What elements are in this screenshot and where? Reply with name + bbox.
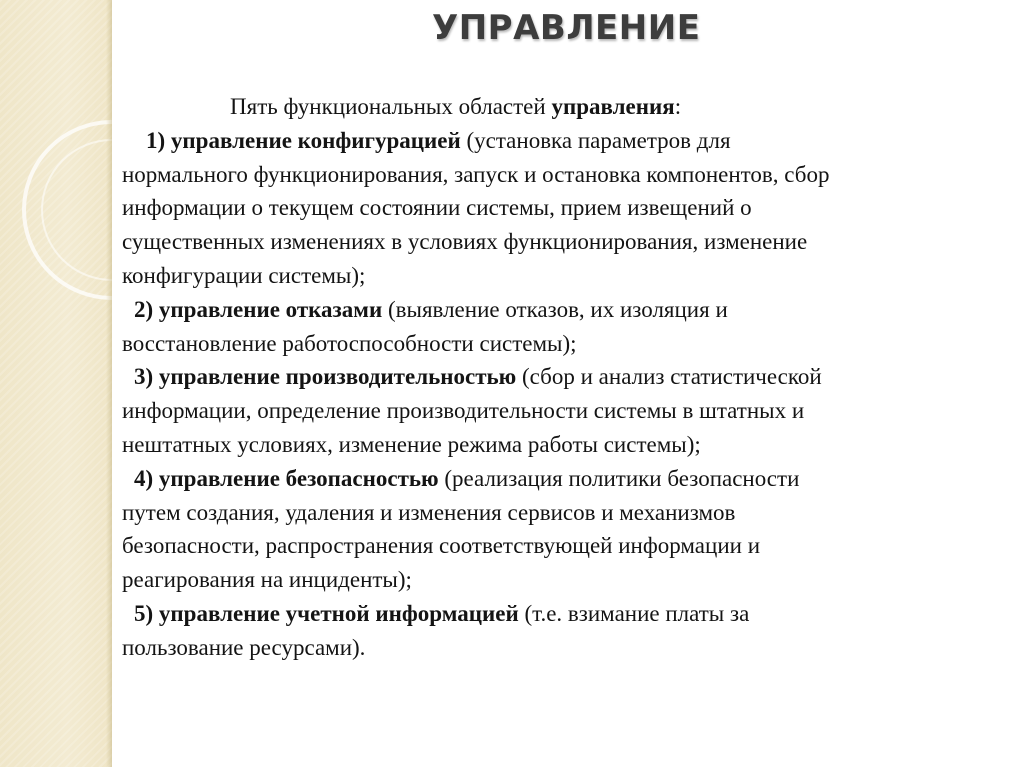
- list-item: [122, 124, 1002, 293]
- item-text: (реализация политики безопасности: [438, 465, 800, 491]
- item-text-line: нештатных условиях, изменение режима работы системы);: [122, 431, 701, 457]
- item-text: (сбор и анализ статистической: [516, 364, 822, 390]
- item-number: 3): [134, 364, 154, 390]
- item-text-line: безопасности, распространения соответствующей информации и: [122, 533, 761, 559]
- page-title: УПРАВЛЕНИЕ: [432, 8, 701, 48]
- intro-tail: :: [674, 94, 682, 119]
- item-number: 1): [146, 127, 166, 153]
- list-item: [122, 462, 1002, 597]
- decorative-side-band: [0, 0, 112, 767]
- item-text-line: нормального функционирования, запуск и остановка компонентов, сбор: [122, 161, 830, 187]
- item-text: (выявление отказов, их изоляция и: [382, 296, 728, 322]
- item-heading: управление отказами: [158, 296, 383, 322]
- item-first-line: [122, 360, 1002, 394]
- decorative-ring-outer: [24, 122, 112, 298]
- item-text-line: конфигурации системы);: [122, 262, 366, 288]
- item-text-line: восстановление работоспособности системы);: [122, 330, 577, 356]
- item-heading: управление производительностью: [158, 364, 517, 390]
- item-heading: управление учетной информацией: [158, 600, 519, 626]
- slide-body: [122, 90, 1002, 665]
- item-text: (установка параметров для: [460, 127, 731, 153]
- decorative-ring-inner: [42, 140, 112, 280]
- item-first-line: [122, 124, 1002, 158]
- item-text: (т.е. взимание платы за: [518, 600, 750, 626]
- intro-text: Пять функциональных областей: [230, 94, 552, 119]
- item-first-line: [122, 462, 1002, 496]
- item-heading: управление безопасностью: [158, 465, 439, 491]
- item-text-line: пользование ресурсами).: [122, 634, 366, 660]
- band-edge-shadow: [106, 0, 112, 767]
- item-heading: управление конфигурацией: [170, 127, 461, 153]
- intro-line: [122, 90, 1002, 124]
- list-item: [122, 293, 1002, 361]
- item-number: 5): [134, 600, 154, 626]
- item-text-line: информации, определение производительности системы в штатных и: [122, 398, 805, 424]
- item-number: 4): [134, 465, 154, 491]
- intro-bold: управления: [551, 94, 675, 119]
- item-first-line: [122, 293, 1002, 327]
- item-text-line: путем создания, удаления и изменения сервисов и механизмов: [122, 499, 736, 525]
- list-item: [122, 597, 1002, 665]
- item-number: 2): [134, 296, 154, 322]
- item-first-line: [122, 597, 1002, 631]
- item-text-line: существенных изменениях в условиях функционирования, изменение: [122, 229, 808, 255]
- item-text-line: реагирования на инциденты);: [122, 567, 412, 593]
- item-text-line: информации о текущем состоянии системы, прием извещений о: [122, 195, 752, 221]
- list-item: [122, 360, 1002, 461]
- decorative-circles: [0, 0, 112, 767]
